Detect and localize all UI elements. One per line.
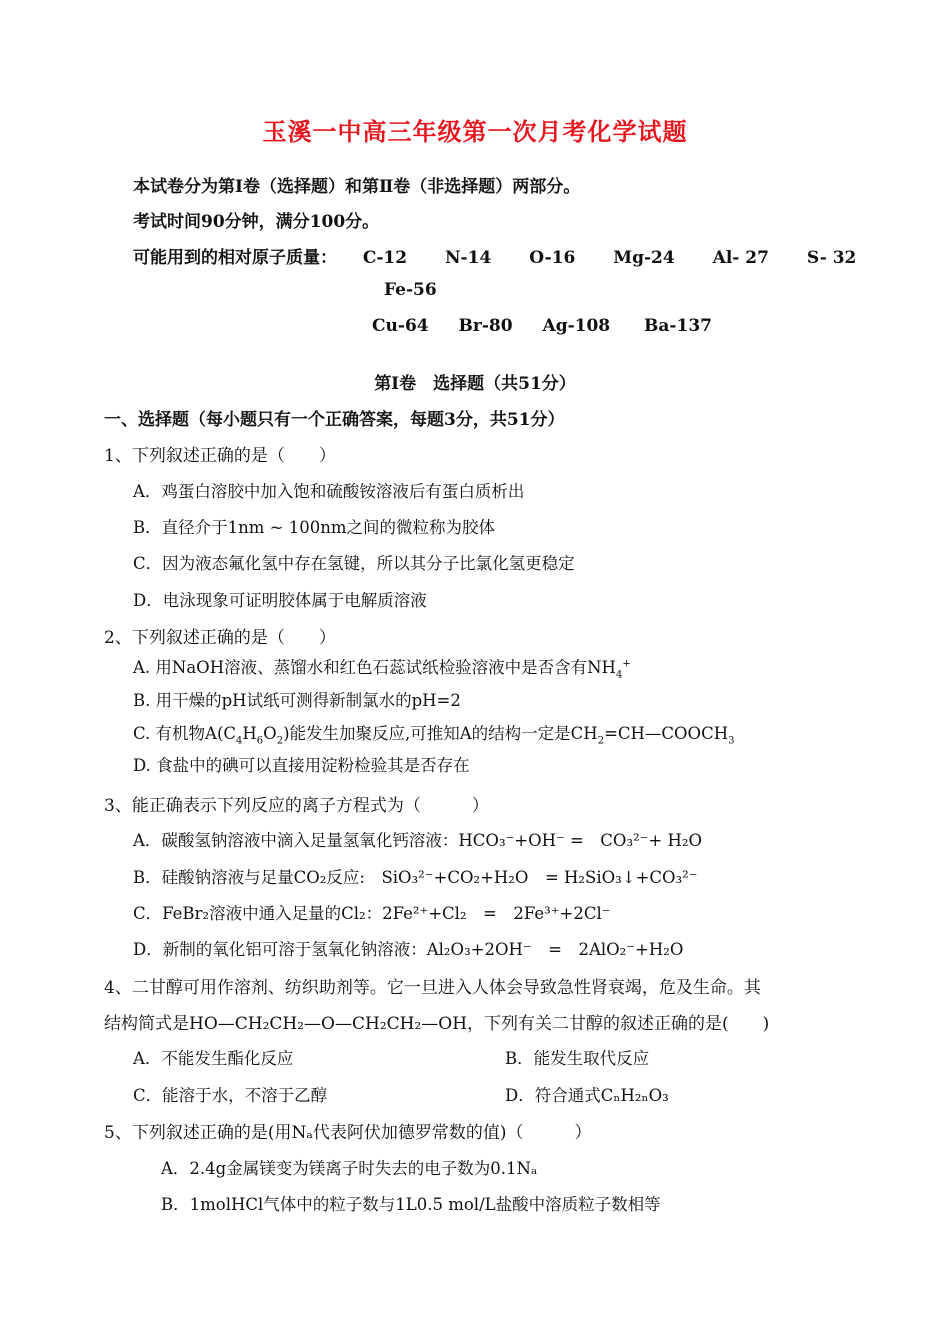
q5-option-b: B．1molHCl气体中的粒子数与1L0.5 mol/L盐酸中溶质粒子数相等 xyxy=(161,1195,661,1214)
q4-stem-line-2: 结构简式是HO—CH₂CH₂—O—CH₂CH₂—OH，下列有关二甘醇的叙述正确的是( ) xyxy=(104,1014,770,1034)
q2-option-d: D. 食盐中的碘可以直接用淀粉检验其是否存在 xyxy=(133,756,470,775)
q2-option-c: C. 有机物$A(C_4H_6O_2)$能发生加聚反应,可推知A的结构一定是$CH_2=CH—COOCH_3$ xyxy=(133,724,735,747)
q1-option-a: A．鸡蛋白溶胶中加入饱和硫酸铵溶液后有蛋白质析出 xyxy=(133,482,525,501)
q1-option-b: B．直径介于1nm ~ 100nm之间的微粒称为胶体 xyxy=(133,518,495,537)
atomic-mass-al: Al- 27 xyxy=(712,248,769,268)
atomic-mass-fe: Fe-56 xyxy=(384,280,437,300)
q2-option-b: B. 用干燥的pH试纸可测得新制氯水的pH=2 xyxy=(133,691,461,710)
atomic-mass-s: S- 32 xyxy=(806,248,857,268)
atomic-mass-n: N-14 xyxy=(445,248,492,268)
atomic-mass-o: O-16 xyxy=(529,248,576,268)
q1-stem: 1、下列叙述正确的是（ ） xyxy=(104,446,336,466)
q2-stem: 2、下列叙述正确的是（ ） xyxy=(104,628,336,648)
q3-option-b: B．硅酸钠溶液与足量CO₂反应: SiO₃²⁻+CO₂+H₂O = H₂SiO₃↓+CO₃²⁻ xyxy=(133,868,698,887)
q3-option-d: D．新制的氧化铝可溶于氢氧化钠溶液：Al₂O₃+2OH⁻ = 2AlO₂⁻+H₂O xyxy=(133,940,684,959)
atomic-mass-label: 可能用到的相对原子质量： xyxy=(133,248,337,268)
atomic-mass-c: C-12 xyxy=(362,248,408,268)
q4-option-c: C．能溶于水，不溶于乙醇 xyxy=(133,1086,328,1105)
atomic-mass-mg: Mg-24 xyxy=(613,248,675,268)
q3-stem: 3、能正确表示下列反应的离子方程式为（ ） xyxy=(104,796,489,816)
atomic-mass-ba: Ba-137 xyxy=(644,316,712,336)
section-heading: 第Ⅰ卷 选择题（共51分） xyxy=(374,374,576,394)
intro-line-2: 考试时间90分钟，满分100分。 xyxy=(133,212,380,232)
q1-option-c: C．因为液态氟化氢中存在氢键，所以其分子比氯化氢更稳定 xyxy=(133,554,575,573)
q5-option-a: A．2.4g金属镁变为镁离子时失去的电子数为0.1Nₐ xyxy=(161,1159,538,1178)
part-heading: 一、选择题（每小题只有一个正确答案，每题3分，共51分） xyxy=(104,410,565,430)
atomic-mass-row-3 xyxy=(372,316,712,336)
q4-option-a: A．不能发生酯化反应 xyxy=(133,1049,294,1068)
q3-option-a: A．碳酸氢钠溶液中滴入足量氢氧化钙溶液：HCO₃⁻+OH⁻ = CO₃²⁻+ H₂O xyxy=(133,831,702,850)
intro-line-1: 本试卷分为第Ⅰ卷（选择题）和第Ⅱ卷（非选择题）两部分。 xyxy=(133,177,581,197)
atomic-mass-ag: Ag-108 xyxy=(542,316,611,336)
atomic-mass-row-1 xyxy=(133,243,856,268)
q3-option-c: C．FeBr₂溶液中通入足量的Cl₂：2Fe²⁺+Cl₂ = 2Fe³⁺+2Cl⁻ xyxy=(133,904,611,923)
q4-option-b: B．能发生取代反应 xyxy=(505,1049,650,1068)
atomic-mass-cu: Cu-64 xyxy=(372,316,429,336)
atomic-mass-br: Br-80 xyxy=(458,316,513,336)
q4-option-d: D．符合通式CₙH₂ₙO₃ xyxy=(505,1086,669,1105)
q5-stem: 5、下列叙述正确的是(用Nₐ代表阿伏加德罗常数的值)（ ） xyxy=(104,1123,592,1143)
exam-title: 玉溪一中高三年级第一次月考化学试题 xyxy=(262,117,688,146)
q2-option-a: A. 用NaOH溶液、蒸馏水和红色石蕊试纸检验溶液中是否含有$NH_4^+$ xyxy=(133,658,631,681)
q4-stem-line-1: 4、二甘醇可用作溶剂、纺织助剂等。它一旦进入人体会导致急性肾衰竭，危及生命。其 xyxy=(104,978,761,998)
q1-option-d: D．电泳现象可证明胶体属于电解质溶液 xyxy=(133,591,427,610)
